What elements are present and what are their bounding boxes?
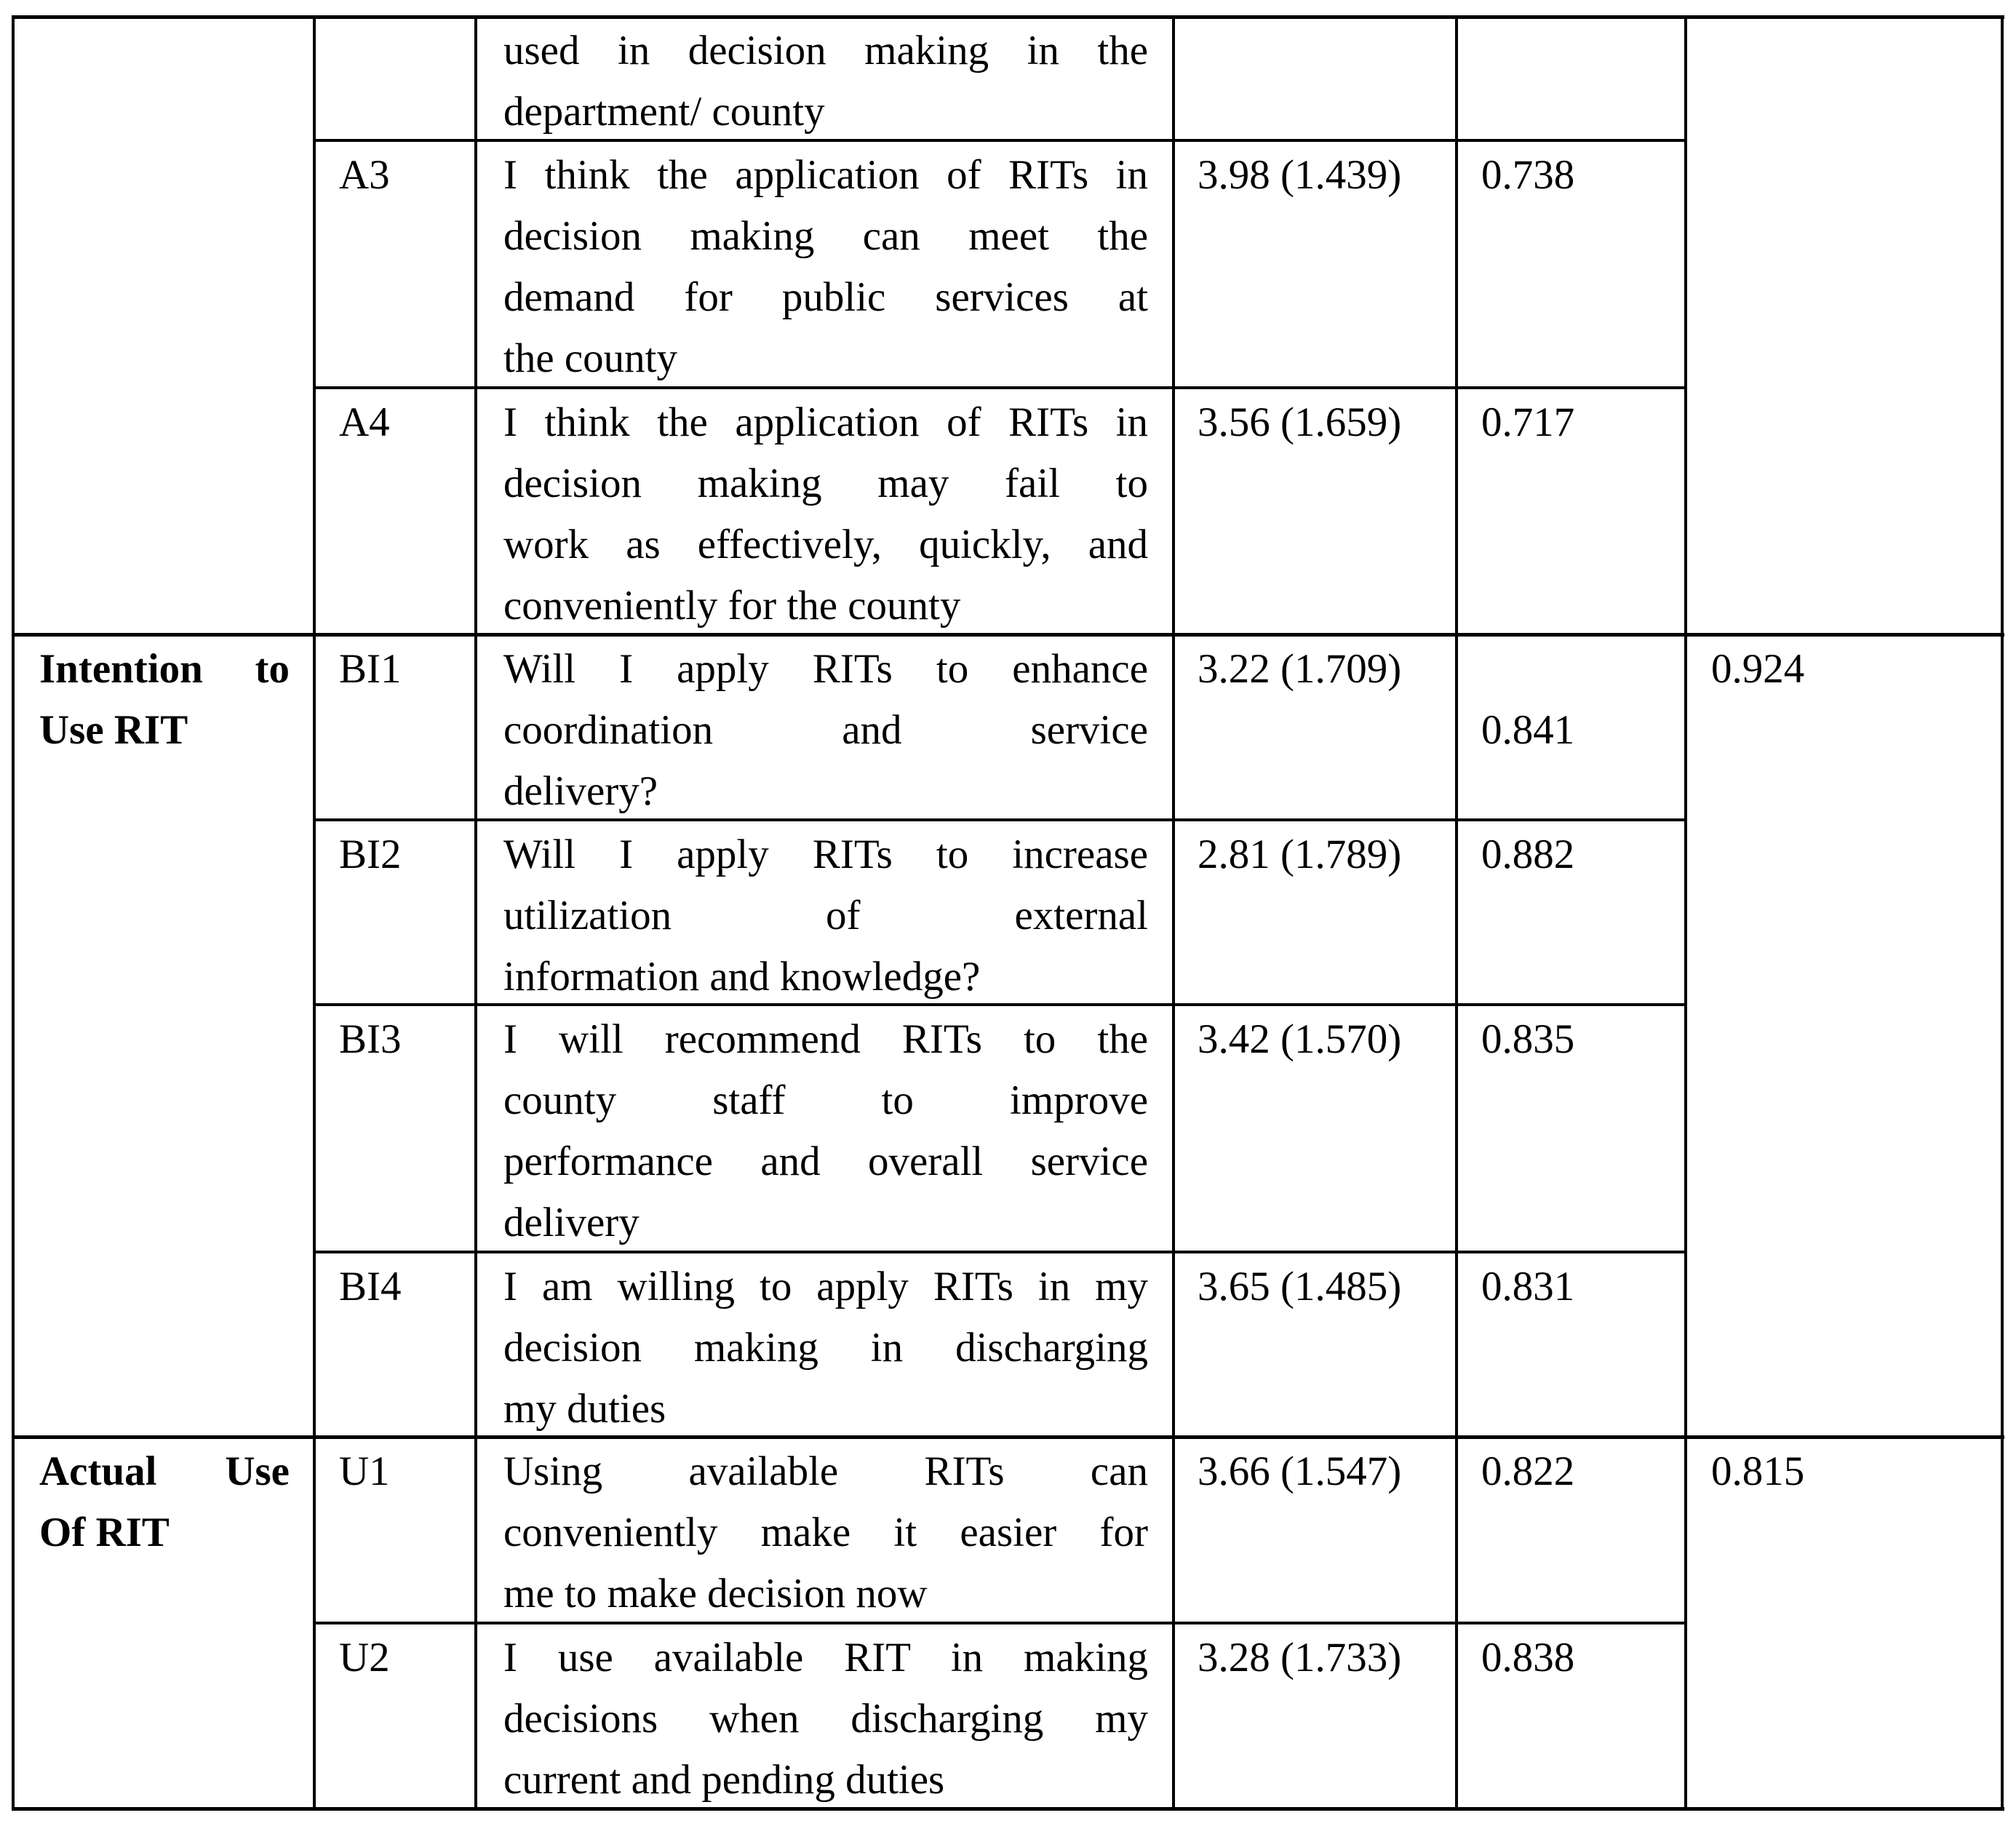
item-mean-sd: 3.98 (1.439) <box>1198 152 1402 198</box>
item-code: BI4 <box>339 1264 402 1309</box>
item-mean-sd: 3.65 (1.485) <box>1198 1264 1402 1309</box>
item-code: BI3 <box>339 1016 402 1062</box>
col-divider-code <box>313 15 316 1811</box>
construct-label: Intention to Use RIT <box>39 646 290 753</box>
item-code: A3 <box>339 152 390 198</box>
col-divider-reliability <box>1684 15 1687 1811</box>
item-statement: used in decision making in the department/ county <box>503 28 1148 135</box>
item-statement: Will I apply RITs to enhance coordination and service delivery? <box>503 646 1148 814</box>
item-loading: 0.835 <box>1481 1016 1575 1062</box>
item-mean-sd: 3.28 (1.733) <box>1198 1635 1402 1681</box>
item-mean-sd: 3.22 (1.709) <box>1198 646 1402 692</box>
item-loading: 0.822 <box>1481 1448 1575 1494</box>
col-divider-statement <box>474 15 477 1811</box>
item-loading: 0.882 <box>1481 832 1575 877</box>
item-mean-sd: 2.81 (1.789) <box>1198 832 1402 877</box>
item-statement: Will I apply RITs to increase utilization of external information and knowledge? <box>503 832 1148 1000</box>
item-loading: 0.838 <box>1481 1635 1575 1681</box>
item-statement: Using available RITs can conveniently make it easier for me to make decision now <box>503 1448 1148 1616</box>
col-divider-loading <box>1455 15 1458 1811</box>
item-loading: 0.717 <box>1481 399 1575 445</box>
item-code: U2 <box>339 1635 390 1681</box>
item-mean-sd: 3.66 (1.547) <box>1198 1448 1402 1494</box>
item-statement: I will recommend RITs to the county staff to improve performance and overall service delivery <box>503 1016 1148 1245</box>
construct-reliability: 0.815 <box>1711 1448 1805 1494</box>
table-left-border <box>12 15 15 1811</box>
item-statement: I use available RIT in making decisions when discharging my current and pending duties <box>503 1635 1148 1803</box>
col-divider-mean <box>1172 15 1175 1811</box>
item-code: A4 <box>339 399 390 445</box>
item-statement: I think the application of RITs in decision making may fail to work as effectively, quickly, and conveniently for the county <box>503 399 1148 629</box>
item-code: BI2 <box>339 832 402 877</box>
construct-reliability: 0.924 <box>1711 646 1805 692</box>
item-mean-sd: 3.56 (1.659) <box>1198 399 1402 445</box>
item-loading: 0.841 <box>1481 707 1575 753</box>
construct-label: Actual Use Of RIT <box>39 1448 290 1555</box>
item-statement: I think the application of RITs in decision making can meet the demand for public services at the county <box>503 152 1148 381</box>
item-mean-sd: 3.42 (1.570) <box>1198 1016 1402 1062</box>
item-loading: 0.831 <box>1481 1264 1575 1309</box>
item-code: BI1 <box>339 646 402 692</box>
item-statement: I am willing to apply RITs in my decision making in discharging my duties <box>503 1264 1148 1432</box>
item-code: U1 <box>339 1448 390 1494</box>
item-loading: 0.738 <box>1481 152 1575 198</box>
table-right-border <box>2001 15 2004 1811</box>
